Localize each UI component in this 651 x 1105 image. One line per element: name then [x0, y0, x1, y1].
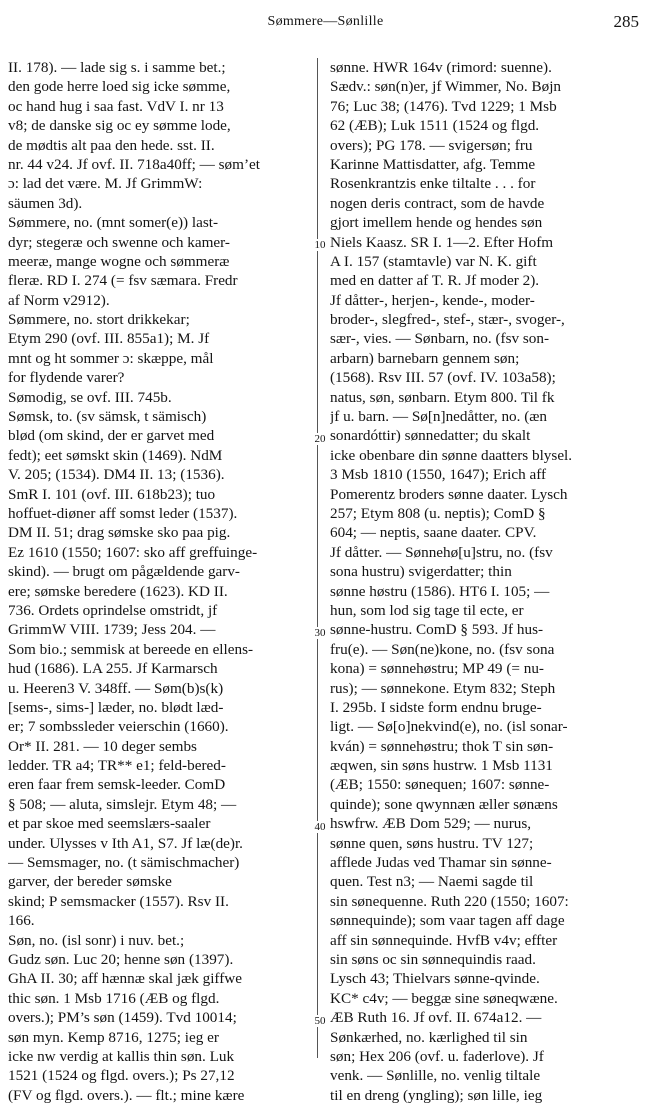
text-line: Søn, no. (isl sonr) i nuv. bet.; — [8, 931, 185, 949]
text-line: overs.); PM’s søn (1459). Tvd 10014; — [8, 1009, 237, 1027]
text-line: den gode herre loed sig icke sømme, — [8, 78, 231, 96]
text-line: afflede Judas ved Thamar sin sønne- — [330, 854, 552, 872]
text-line: DM II. 51; drag sømske sko paa pig. — [8, 524, 231, 542]
text-line: kván) = sønnehøstru; thok T sin søn- — [330, 737, 554, 755]
text-line: sin sønequenne. Ruth 220 (1550; 1607: — [330, 892, 569, 910]
text-line: Sædv.: søn(n)er, jf Wimmer, No. Bøjn — [330, 78, 562, 96]
text-line: til en dreng (yngling); søn lille, ieg — [330, 1086, 543, 1104]
text-line: broder-, slegfred-, stef-, stær-, svoger-, — [330, 311, 565, 329]
text-line: dyr; stegeræ och swenne och kamer- — [8, 233, 230, 251]
text-line: fleræ. RD I. 274 (= fsv sæmara. Fredr — [8, 272, 238, 290]
text-line: Sønkærhed, no. kærlighed til sin — [330, 1028, 528, 1046]
page-number: 285 — [613, 12, 639, 31]
text-line: v8; de danske sig oc ey sømme lode, — [8, 117, 231, 135]
text-line: kona) = sønnehøstru; MP 49 (= nu- — [330, 660, 544, 678]
text-line: ere; sømske beredere (1623). KD II. — [8, 582, 228, 600]
text-line: Sømsk, to. (sv sämsk, t sämisch) — [8, 408, 207, 426]
text-line: 76; Luc 38; (1476). Tvd 1229; 1 Msb — [330, 97, 557, 115]
text-line: GrimmW VIII. 1739; Jess 204. — — [8, 621, 216, 639]
text-line: for flydende varer? — [8, 369, 125, 387]
text-line: 604; — neptis, saane daater. CPV. — [330, 524, 537, 542]
text-line: icke nw verdig at kallis thin søn. Luk — [8, 1047, 235, 1065]
text-line: säumen 3d). — [8, 194, 83, 212]
text-line: under. Ulysses v Ith A1, S7. Jf læ(de)r. — [8, 834, 243, 852]
text-line: A I. 157 (stamtavle) var N. K. gift — [330, 252, 537, 270]
text-line: ledder. TR a4; TR** e1; feld-bered- — [8, 757, 226, 775]
text-line: ÆB Ruth 16. Jf ovf. II. 674a12. — — [330, 1009, 542, 1027]
text-line: overs); PG 178. — svigersøn; fru — [330, 136, 533, 154]
text-line: 1521 (1524 og flgd. overs.); Ps 27,12 — [8, 1067, 235, 1085]
text-line: æqwen, sin søns hustrw. 1 Msb 1131 — [330, 757, 553, 775]
text-line: (FV og flgd. overs.). — flt.; mine kære — [8, 1086, 245, 1104]
text-line: sin søns oc sin sønnequindis raad. — [330, 950, 536, 968]
text-line: sonardóttir) sønnedatter; du skalt — [330, 427, 531, 445]
text-line: Ez 1610 (1550; 1607: sko aff greffuinge- — [8, 543, 258, 561]
text-line: skind; P semsmacker (1557). Rsv II. — [8, 892, 229, 910]
text-line: garver, der bereder sømske — [8, 873, 172, 891]
text-line: søn myn. Kemp 8716, 1275; ieg er — [8, 1028, 219, 1046]
text-line: med en datter af T. R. Jf moder 2). — [330, 272, 540, 290]
text-line: hswfrw. ÆB Dom 529; — nurus, — [330, 815, 532, 833]
line-number-marker: 20 — [314, 432, 326, 445]
text-line: mnt og ht sommer ɔ: skæppe, mål — [8, 349, 214, 367]
text-line: hud (1686). LA 255. Jf Karmarsch — [8, 660, 218, 678]
text-line: et par skoe med seemslærs-saaler — [8, 815, 211, 833]
text-line: sønnequinde); som vaar tagen aff dage — [330, 912, 565, 930]
text-line: af Norm v2912). — [8, 291, 110, 309]
left-column — [8, 58, 308, 1105]
text-line: sønne quen, søns hustru. TV 127; — [330, 834, 534, 852]
text-line: Sømmere, no. stort drikkekar; — [8, 311, 190, 329]
running-head-title: Sømmere—Sønlille — [267, 14, 384, 29]
running-header — [0, 14, 651, 38]
text-line: V. 205; (1534). DM4 II. 13; (1536). — [8, 466, 225, 484]
text-line: jf u. barn. — Sø[n]nedåtter, no. (æn — [330, 408, 548, 426]
text-line: [sems-, sims-] læder, no. blødt læd- — [8, 698, 224, 716]
text-line: Jf dåtter-, herjen-, kende-, moder- — [330, 291, 535, 309]
text-line: er; 7 sombssleder veierschin (1660). — [8, 718, 229, 736]
text-line: aff sin sønnequinde. HvfB v4v; effter — [330, 931, 558, 949]
text-line: Gudz søn. Luc 20; henne søn (1397). — [8, 950, 234, 968]
text-line: quinde); sone qwynnæn æller sønæns — [330, 795, 558, 813]
text-line: icke obenbare din sønne daatters blysel. — [330, 446, 573, 464]
text-line: § 508; — aluta, simslejr. Etym 48; — — [8, 795, 237, 813]
line-number-marker: 30 — [314, 626, 326, 639]
text-line: fedt); eet sømskt skin (1469). NdM — [8, 446, 223, 464]
text-line: ligt. — Sø[o]nekvind(e), no. (isl sonar- — [330, 718, 568, 736]
line-number-marker: 10 — [314, 238, 326, 251]
text-line: søn; Hex 206 (ovf. u. faderlove). Jf — [330, 1047, 544, 1065]
text-line: GhA II. 30; aff hænnæ skal jæk giffwe — [8, 970, 242, 988]
text-line: sona hustru) svigerdatter; thin — [330, 563, 512, 581]
text-line: Som bio.; semmisk at bereede en ellens- — [8, 640, 254, 658]
text-line: Etym 290 (ovf. III. 855a1); M. Jf — [8, 330, 210, 348]
line-number-marker: 50 — [314, 1014, 326, 1027]
text-line: hoffuet-diøner aff somst leder (1537). — [8, 504, 238, 522]
text-line: II. 178). — lade sig s. i samme bet.; — [8, 59, 226, 76]
text-line: de mødtis alt paa den hede. sst. II. — [8, 136, 215, 154]
text-line: eren faar frem semsk-leeder. ComD — [8, 776, 226, 794]
text-line: arbarn) barnebarn gennem søn; — [330, 349, 520, 367]
text-line: Karinne Mattisdatter, afg. Temme — [330, 155, 536, 173]
text-line: sær-, vies. — Sønbarn, no. (fsv son- — [330, 330, 550, 348]
text-line: Rosenkrantzis enke tiltalte . . . for — [330, 175, 536, 193]
text-line: 166. — [8, 912, 35, 930]
text-line: 62 (ÆB); Luk 1511 (1524 og flgd. — [330, 117, 540, 135]
text-line: fru(e). — Søn(ne)kone, no. (fsv sona — [330, 640, 555, 658]
text-line: sønne. HWR 164v (rimord: suenne). — [330, 59, 552, 76]
text-line: sønne høstru (1586). HT6 I. 105; — — [330, 582, 550, 600]
text-line: nr. 44 v24. Jf ovf. II. 718a40ff; — søm’et — [8, 155, 260, 173]
text-line: venk. — Sønlille, no. venlig tiltale — [330, 1067, 541, 1085]
text-line: Sømmere, no. (mnt somer(e)) last- — [8, 214, 219, 232]
text-line: 257; Etym 808 (u. neptis); ComD § — [330, 504, 546, 522]
text-line: Or* II. 281. — 10 deger sembs — [8, 737, 197, 755]
text-line: meeræ, mange wogne och sømmeræ — [8, 252, 230, 270]
text-line: quen. Test n3; — Naemi sagde til — [330, 873, 534, 891]
right-column — [330, 58, 643, 1105]
text-line: hun, som lod sig tage til ecte, er — [330, 601, 524, 619]
line-number-marker: 40 — [314, 820, 326, 833]
text-line: (1568). Rsv III. 57 (ovf. IV. 103a58); — [330, 369, 556, 387]
text-line: rus); — sønnekone. Etym 832; Steph — [330, 679, 556, 697]
text-line: skind). — brugt om pågældende garv- — [8, 563, 240, 581]
text-line: Jf dåtter. — Sønnehø[u]stru, no. (fsv — [330, 543, 553, 561]
column-divider — [317, 58, 318, 1058]
text-line: 736. Ordets oprindelse omstridt, jf — [8, 601, 218, 619]
text-line: KC* c4v; — beggæ sine søneqwæne. — [330, 989, 558, 1007]
text-line: u. Heeren3 V. 348ff. — Søm(b)s(k) — [8, 679, 224, 697]
text-line: nogen deris contract, som de havde — [330, 194, 545, 212]
text-line: I. 295b. I sidste form endnu bruge- — [330, 698, 542, 716]
text-line: ɔ: lad det være. M. Jf GrimmW: — [8, 175, 203, 193]
text-line: — Semsmager, no. (t sämischmacher) — [8, 854, 240, 872]
text-line: SmR I. 101 (ovf. III. 618b23); tuo — [8, 485, 216, 503]
text-line: Pomerentz broders sønne daater. Lysch — [330, 485, 568, 503]
text-line: Niels Kaasz. SR I. 1—2. Efter Hofm — [330, 233, 554, 251]
text-line: thic søn. 1 Msb 1716 (ÆB og flgd. — [8, 989, 220, 1007]
text-line: Lysch 43; Thielvars sønne-qvinde. — [330, 970, 540, 988]
text-line: gjort imellem hende og hendes søn — [330, 214, 543, 232]
text-line: 3 Msb 1810 (1550, 1647); Erich aff — [330, 466, 547, 484]
text-line: blød (om skind, der er garvet med — [8, 427, 215, 445]
text-line: oc hand hug i saa fast. VdV I. nr 13 — [8, 97, 224, 115]
text-line: Sømodig, se ovf. III. 745b. — [8, 388, 172, 406]
text-line: sønne-hustru. ComD § 593. Jf hus- — [330, 621, 544, 639]
text-line: natus, søn, sønbarn. Etym 800. Til fk — [330, 388, 555, 406]
text-line: (ÆB; 1550: sønequen; 1607: sønne- — [330, 776, 550, 794]
